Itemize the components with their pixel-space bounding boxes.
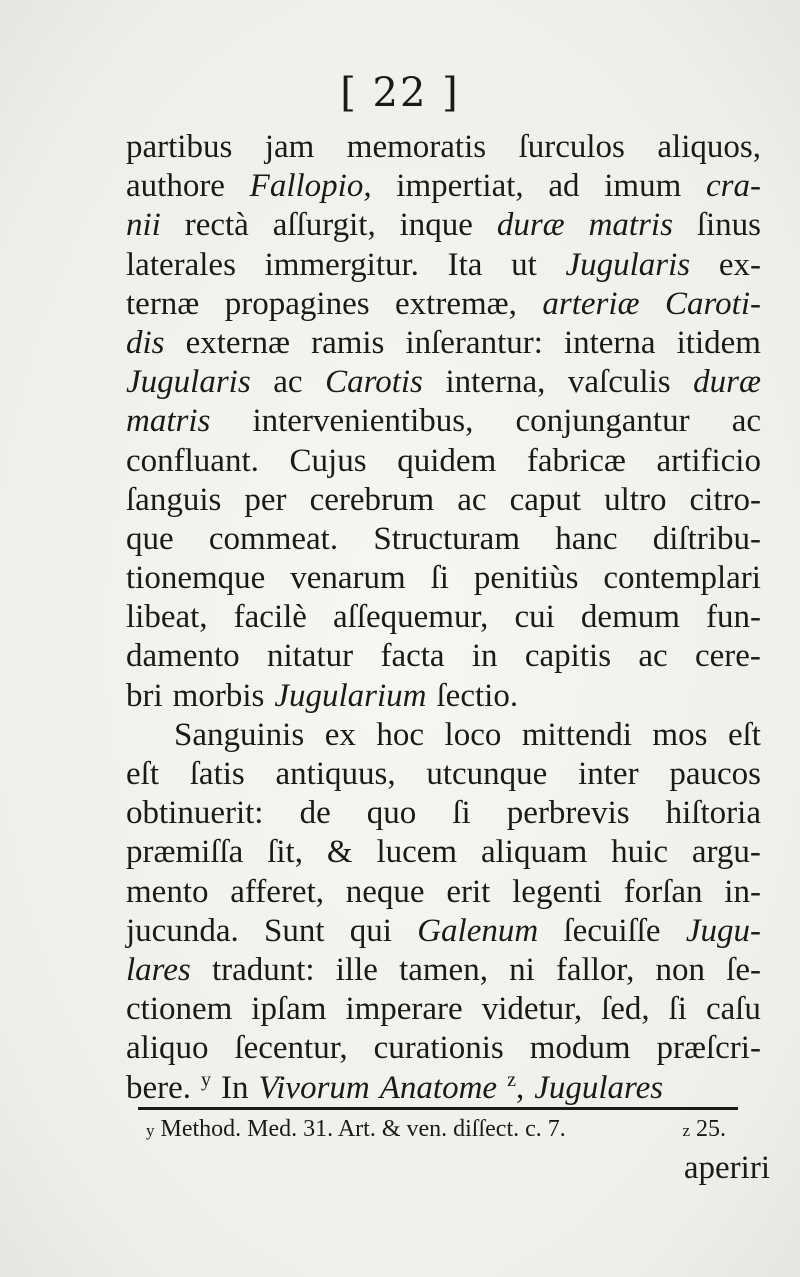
word: artificio <box>656 442 761 479</box>
word: cra- <box>705 168 761 205</box>
word: Jugulares <box>534 1069 664 1106</box>
word: aſſequemur, <box>333 599 489 636</box>
word: ctionem <box>126 991 233 1028</box>
footnote-right-text: 25. <box>696 1116 726 1142</box>
word: Carotis <box>325 364 423 401</box>
word: penitiùs <box>473 560 579 597</box>
word: vaſculis <box>567 364 671 401</box>
word: dis <box>126 324 165 361</box>
page-number: [ 22 ] <box>340 70 460 116</box>
catchword: aperiri <box>683 1150 770 1186</box>
word: ſit, <box>267 834 303 871</box>
word: ſi <box>668 991 687 1028</box>
word: argu- <box>691 834 761 871</box>
word: ex <box>324 716 356 753</box>
word: Fallopio, <box>249 168 372 205</box>
word: Jugu- <box>685 912 761 949</box>
word: mittendi <box>521 716 632 753</box>
word: paucos <box>669 756 761 792</box>
text-line <box>126 637 761 676</box>
word: nii <box>126 207 161 244</box>
word: ut <box>511 246 537 283</box>
word: videtur, <box>481 991 583 1028</box>
word: hoc <box>376 716 425 753</box>
word: facilè <box>233 599 307 636</box>
word: ſi <box>452 795 471 832</box>
word: ipſam <box>251 991 327 1028</box>
text-line <box>126 912 761 951</box>
word: aliquam <box>480 834 588 871</box>
word: externæ <box>185 324 291 361</box>
word: caput <box>509 481 582 518</box>
word: huic <box>611 834 668 871</box>
text-line <box>126 167 761 206</box>
word: lares <box>126 951 191 988</box>
main-text-block <box>126 128 761 1108</box>
text-line <box>126 324 761 363</box>
word: imum <box>604 168 682 205</box>
word: ſanguis <box>126 481 222 518</box>
word: ſi <box>430 560 449 597</box>
footnote-marker-z: z <box>682 1121 690 1140</box>
word: citro- <box>689 481 761 518</box>
word: commeat. <box>208 520 339 557</box>
word: matris <box>588 207 673 244</box>
word: Vivorum <box>258 1069 370 1106</box>
text-line <box>126 559 761 598</box>
word: in- <box>724 873 761 910</box>
word: memoratis <box>346 129 487 165</box>
word: ramis <box>311 324 385 361</box>
word: legenti <box>512 873 602 910</box>
word: ſatis <box>189 756 245 792</box>
word: laterales <box>126 246 236 283</box>
word: ac <box>638 638 668 675</box>
word: facta <box>380 638 445 675</box>
word: propagines <box>224 285 370 322</box>
word: partibus <box>126 129 233 165</box>
word: forſan <box>623 873 703 910</box>
text-line <box>126 755 761 794</box>
footnote-marker-y: y <box>146 1121 155 1140</box>
word: contemplari <box>603 560 761 597</box>
word: tradunt: <box>211 951 315 988</box>
word: eſt <box>727 716 761 753</box>
text-line <box>126 206 761 245</box>
word: ſe- <box>726 951 761 988</box>
word: modum <box>529 1030 631 1067</box>
word: authore <box>126 168 225 205</box>
word: itidem <box>676 324 761 361</box>
word: extremæ, <box>395 285 517 322</box>
word: ſecuiſſe <box>563 912 661 949</box>
word: impertiat, <box>396 168 524 205</box>
word: fallor, <box>555 951 635 988</box>
word: Anatome <box>379 1069 498 1106</box>
word: interna <box>563 324 656 361</box>
word: $^z$, <box>507 1068 525 1106</box>
text-line <box>126 246 761 285</box>
word: bri <box>126 677 163 714</box>
text-line <box>126 990 761 1029</box>
word: duræ <box>693 364 761 401</box>
word: matris <box>126 403 211 440</box>
word: jucunda. <box>126 912 239 949</box>
word: cui <box>514 599 555 636</box>
word: quo <box>366 795 417 832</box>
word: fun- <box>706 599 761 636</box>
word: loco <box>444 716 502 753</box>
word: aliquo <box>126 1030 209 1067</box>
word: utcunque <box>426 756 548 792</box>
word: lucem <box>376 834 458 871</box>
word: ſecentur, <box>234 1030 348 1067</box>
word: Sunt <box>263 912 325 949</box>
word: obtinuerit: <box>126 795 264 832</box>
word: ſectio. <box>436 677 519 714</box>
text-line <box>126 677 761 716</box>
word: immergitur. <box>264 246 419 283</box>
word: inque <box>399 207 473 244</box>
footnote-left-text: Method. Med. 31. Art. & ven. diſſect. c. 7. <box>160 1116 566 1142</box>
word: ex- <box>718 246 761 283</box>
word: ni <box>509 951 535 988</box>
word: ſinus <box>696 207 761 244</box>
word: caſu <box>705 991 761 1028</box>
word: fabricæ <box>526 442 626 479</box>
word: tamen, <box>399 951 488 988</box>
word: diſtribu- <box>652 520 761 557</box>
word: y <box>201 1068 212 1091</box>
word: Jugularis <box>126 364 251 401</box>
word: Jugularis <box>565 246 691 283</box>
word: hanc <box>555 520 618 557</box>
word: mos <box>652 716 708 753</box>
word: rectà <box>184 207 249 244</box>
text-line <box>126 442 761 481</box>
word: per <box>244 481 287 518</box>
word: libeat, <box>126 599 208 636</box>
text-line <box>126 363 761 402</box>
word: ad <box>548 168 580 205</box>
text-line <box>126 402 761 441</box>
footnote-rule <box>138 1107 738 1110</box>
footnote-left <box>146 1113 566 1147</box>
word: que <box>126 520 174 557</box>
word: capitis <box>524 638 612 675</box>
word: inter <box>578 756 639 792</box>
word: aſſurgit, <box>272 207 376 244</box>
word: præmiſſa <box>126 834 244 871</box>
word: In <box>221 1069 249 1106</box>
word: ac <box>457 481 487 518</box>
word: præſcri- <box>656 1030 761 1067</box>
word: Ita <box>447 246 483 283</box>
word: confluant. <box>126 442 259 479</box>
word: ultro <box>604 481 667 518</box>
footnote <box>146 1113 726 1147</box>
word: nitatur <box>266 638 354 675</box>
text-line <box>126 833 761 872</box>
word: damento <box>126 638 240 675</box>
text-line <box>126 128 761 167</box>
word: duræ <box>496 207 565 244</box>
word: jam <box>264 129 315 165</box>
word: Cujus <box>289 442 367 479</box>
word: curationis <box>373 1030 504 1067</box>
word: in <box>471 638 498 675</box>
text-line <box>126 1029 761 1068</box>
text-line <box>126 520 761 559</box>
word: Jugularium <box>274 677 427 714</box>
word: conjungantur <box>515 403 690 440</box>
word: venarum <box>290 560 406 597</box>
text-line <box>126 1069 761 1108</box>
word: imperare <box>345 991 463 1028</box>
word: ſed, <box>601 991 650 1028</box>
word: cere- <box>695 638 761 675</box>
word: hiſtoria <box>665 795 761 832</box>
text-line <box>126 951 761 990</box>
word: Galenum <box>417 912 539 949</box>
word: Caroti- <box>665 285 761 322</box>
word: eſt <box>126 756 159 792</box>
word: interna, <box>445 364 546 401</box>
word: & <box>326 834 353 871</box>
text-line <box>126 873 761 912</box>
text-line <box>126 481 761 520</box>
text-line <box>126 598 761 637</box>
word: aliquos, <box>657 129 761 165</box>
word: quidem <box>397 442 497 479</box>
word: Sanguinis <box>174 716 305 753</box>
word: ille <box>335 951 378 988</box>
word: morbis <box>172 677 265 714</box>
word: erit <box>446 873 491 910</box>
word: Structuram <box>373 520 520 557</box>
word: de <box>299 795 331 832</box>
text-line <box>126 794 761 833</box>
word: ac <box>731 403 761 440</box>
word: antiquus, <box>275 756 396 792</box>
word: demum <box>580 599 680 636</box>
word: ac <box>273 364 303 401</box>
word: ſurculos <box>518 129 625 165</box>
text-line <box>126 285 761 324</box>
word: inſerantur: <box>405 324 543 361</box>
text-line <box>126 716 761 755</box>
word: afferet, <box>230 873 324 910</box>
word: perbrevis <box>506 795 630 832</box>
word: mento <box>126 873 209 910</box>
word: arteriæ <box>542 285 640 322</box>
word: bere. <box>126 1069 192 1106</box>
word: intervenientibus, <box>252 403 474 440</box>
word: cerebrum <box>309 481 435 518</box>
word: ternæ <box>126 285 200 322</box>
footnote-right <box>682 1113 726 1147</box>
word: non <box>655 951 705 988</box>
word: neque <box>345 873 425 910</box>
word: tionemque <box>126 560 266 597</box>
word: qui <box>349 912 392 949</box>
